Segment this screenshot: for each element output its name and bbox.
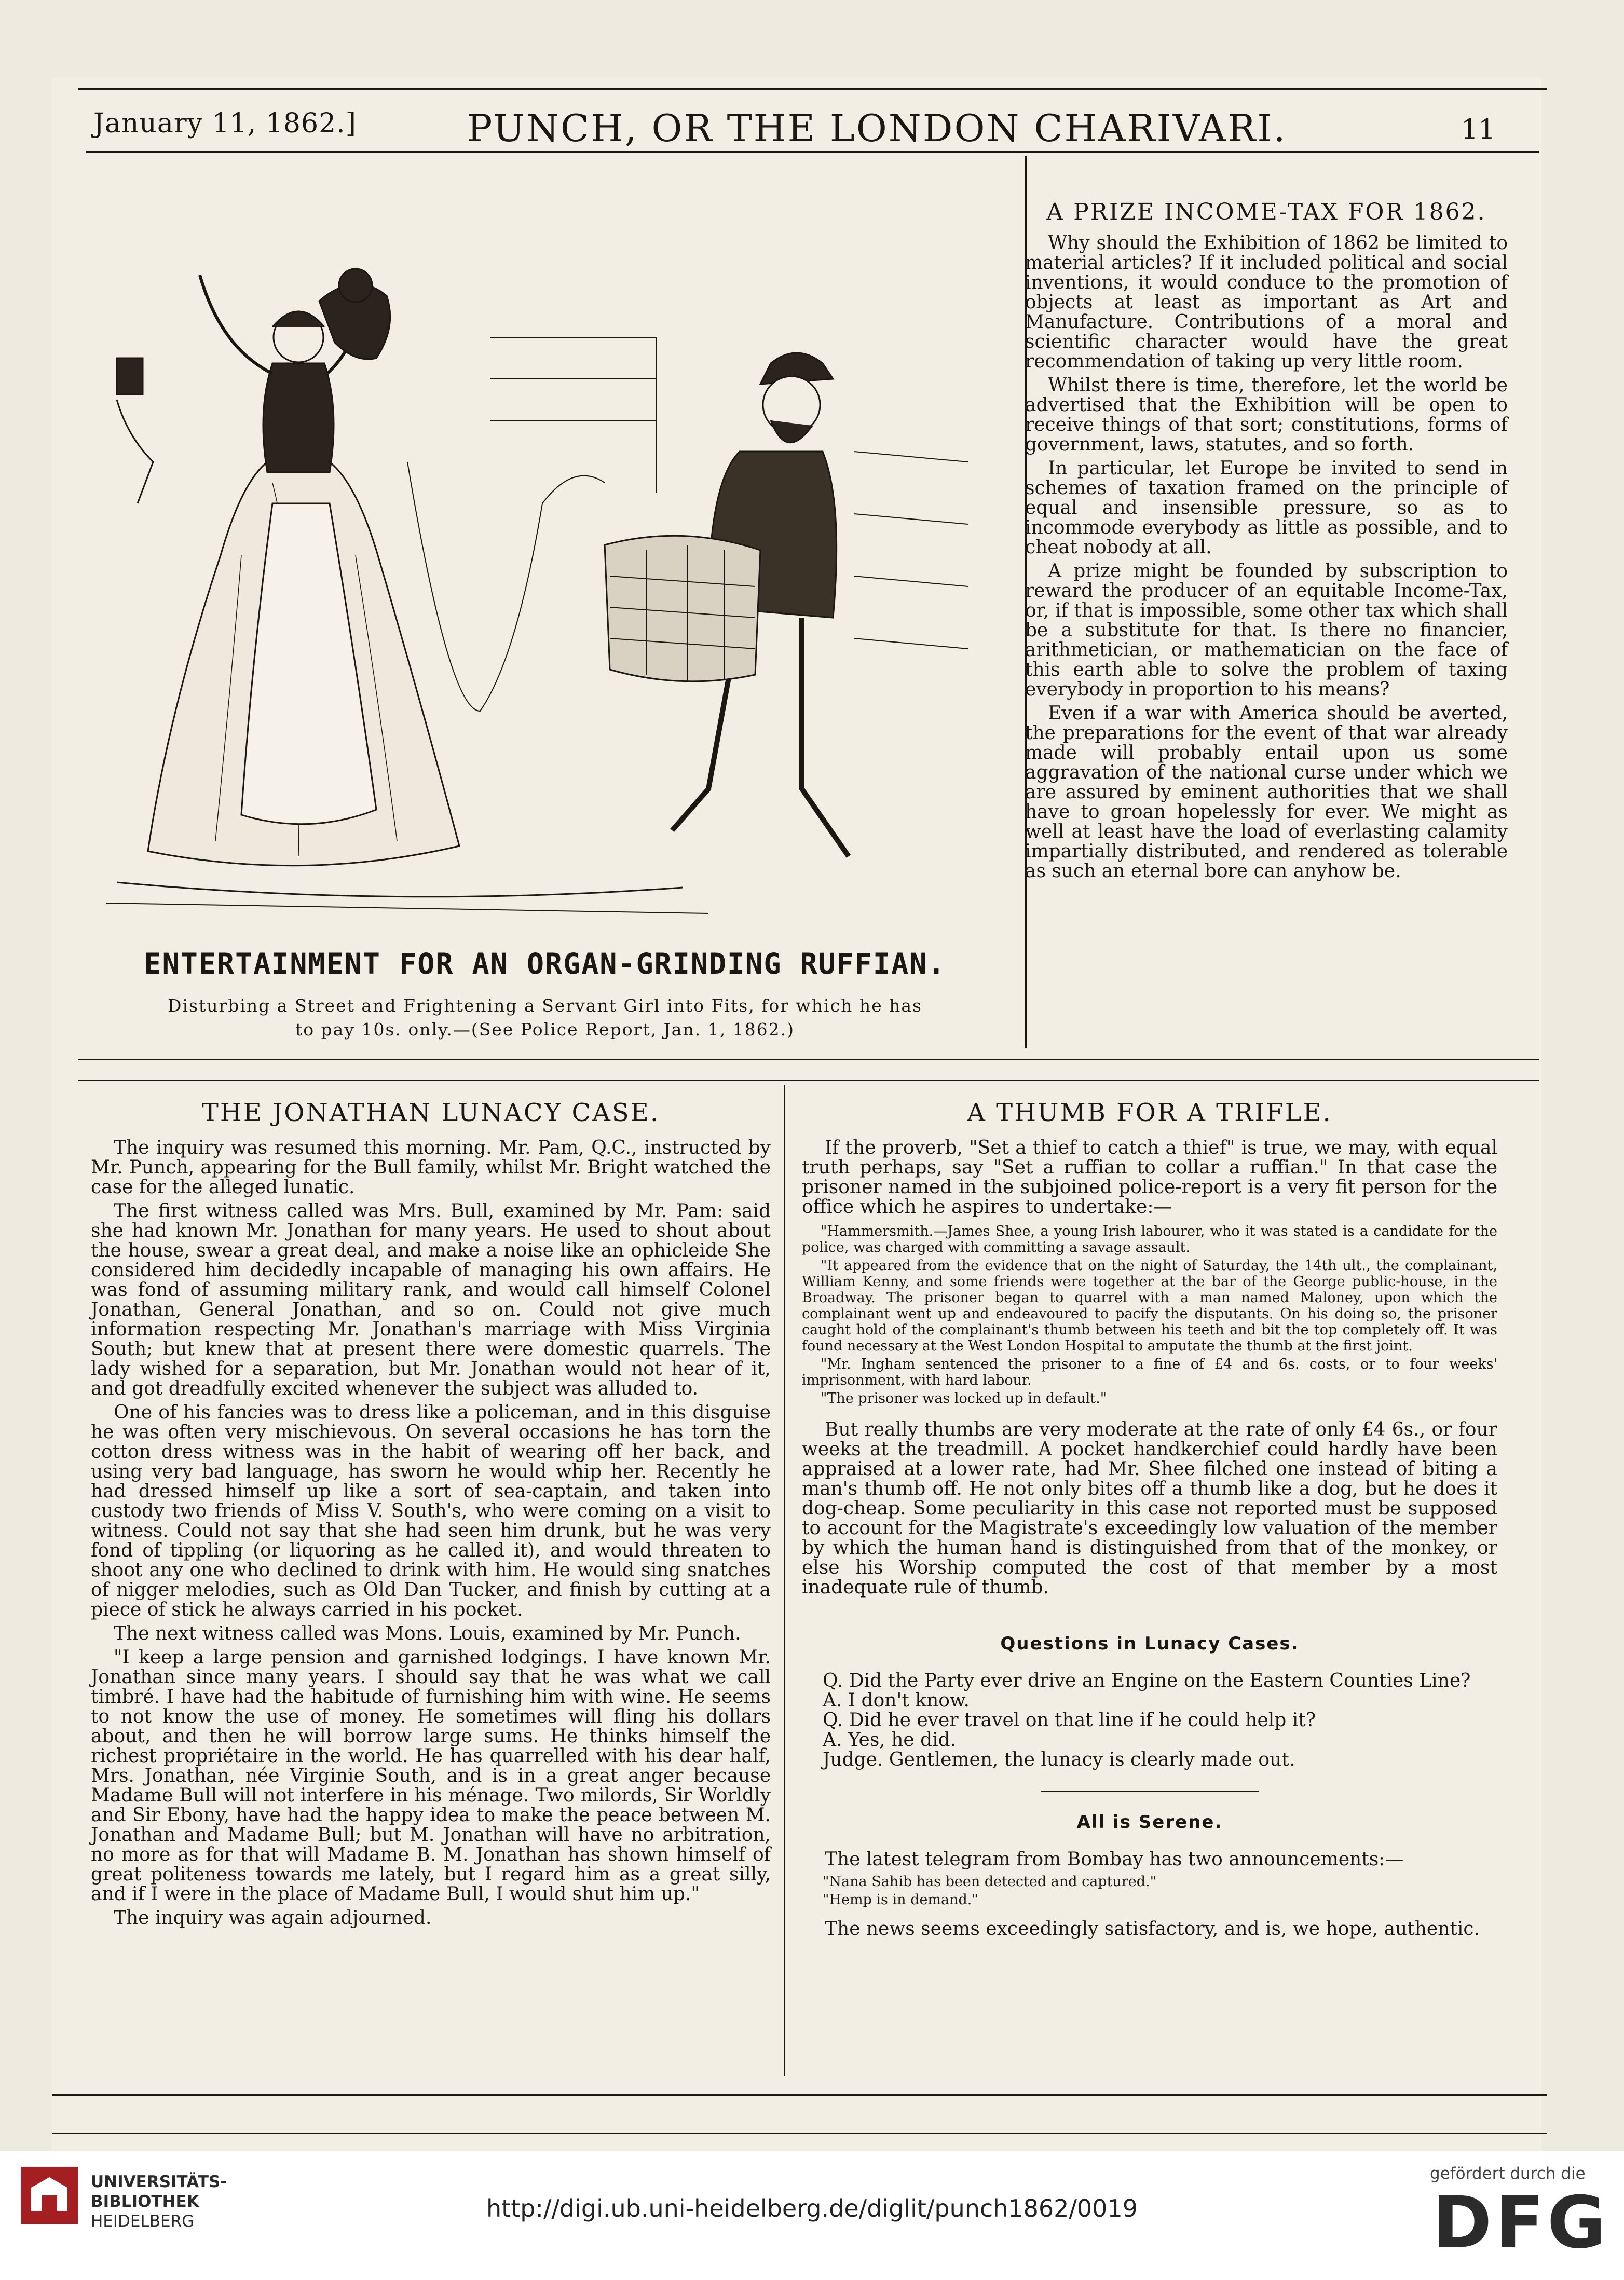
telegram-quote <box>802 1874 1497 1908</box>
lunacy-paragraph: One of his fancies was to dress like a policeman, and in this disguise he was often very mischievous. On several occasions he has torn the cotton dress witness was in the habit of wearing off her back, and using very bad language, has sworn he would whip her. Recently he had dressed himself up like a sort of sea-captain, and taken into custody two friends of Miss V. South's, who were coming on a visit to witness. Could not say that she had seen him drunk, but he was very fond of tippling (or liquoring as he called it), and would threaten to shoot any one who declined to drink with him. He would sing snatches of nigger melodies, such as Old Dan Tucker, and finish by cutting at a piece of stick he always carried in his pocket. <box>91 1402 771 1620</box>
lunacy-paragraph: The first witness called was Mrs. Bull, examined by Mr. Pam: said she had known Mr. Jonathan for many years. He used to shout about the house, swear a great deal, and make a noise like an ophicleide She considered him decidedly incapable of managing his own affairs. He was fond of assuming military rank, and would call himself Colonel Jonathan, General Jonathan, and so on. Could not give much information respecting Mr. Jonathan's marriage with Miss Virginia South; but knew that at present there were domestic quarrels. The lady wished for a separation, but Mr. Jonathan would not hear of it, and got dreadfully excited whenever the subject was alluded to. <box>91 1200 771 1399</box>
qa-line: A. I don't know. <box>823 1690 970 1711</box>
thumb-article <box>802 1098 1497 1943</box>
income-tax-paragraph: Whilst there is time, therefore, let the world be advertised that the Exhibition will be open to receive things of that sort; constitutions, forms of government, laws, statutes, and so forth. <box>1025 375 1508 455</box>
thumb-body: But really thumbs are very moderate at the rate of only £4 6s., or four weeks at the treadmill. A pocket handkerchief could hardly have been appraised at a lower rate, had Mr. Shee filched one instead of biting a man's thumb off. He not only bites off a thumb like a dog, but he does it dog-cheap. Some peculiarity in this case not reported must be supposed to account for the Magistrate's exceedingly low valuation of the member by which the human hand is distinguished from that of the monkey, or else his Worship computed the cost of that member by a most inadequate rule of thumb. <box>802 1419 1497 1598</box>
income-tax-paragraph: Even if a war with America should be averted, the preparations for the event of that war already made will probably entail upon us some aggravation of the national curse under which we are assured by eminent authorities that we shall have to groan hopelessly for ever. We might as well at least have the load of everlasting calamity impartially distributed, and rendered as tolerable as such an eternal bore can anyhow be. <box>1025 703 1508 882</box>
quote-paragraph: "Mr. Ingham sentenced the prisoner to a fine of £4 and 6s. costs, or to four weeks' imprisonment, with hard labour. <box>802 1356 1497 1388</box>
thumb-heading: A THUMB FOR A TRIFLE. <box>967 1098 1332 1127</box>
illustration-subtitle-line-2: to pay 10s. only.—(See Police Report, Jan. 1, 1862.) <box>295 1019 795 1040</box>
questions-list <box>802 1671 1497 1770</box>
income-tax-article <box>1025 199 1508 885</box>
police-report-quote <box>802 1223 1497 1407</box>
column-divider-bottom <box>784 1085 785 2076</box>
bottom-rule-2 <box>52 2133 1547 2134</box>
thumb-intro: If the proverb, "Set a thief to catch a thief" is true, we may, with equal truth perhaps, say "Set a ruffian to collar a ruffian." In that case the prisoner named in the subjoined police-report is a very fit person for the office which he aspires to undertake:— <box>802 1137 1497 1218</box>
income-tax-paragraph: A prize might be founded by subscription to reward the producer of an equitable Income-Tax, or, if that is impossible, some other tax which shall be a substitute for that. Is there no financier, arithmetician, or mathematician on the face of this earth able to solve the problem of taxing everybody in proportion to his means? <box>1025 561 1508 700</box>
library-name-line-1: UNIVERSITÄTS- <box>91 2173 227 2191</box>
income-tax-paragraph: In particular, let Europe be invited to send in schemes of taxation framed on the principle of equal and insensible pressure, so as to incommode everybody as little as possible, and to cheat nobody at all. <box>1025 458 1508 558</box>
telegram-line: "Hemp is in demand." <box>823 1892 978 1908</box>
lunacy-paragraph: The next witness called was Mons. Louis, examined by Mr. Punch. <box>114 1623 741 1644</box>
library-name-line-3: HEIDELBERG <box>91 2212 195 2231</box>
top-border-rule <box>78 88 1547 90</box>
quote-paragraph: "It appeared from the evidence that on the night of Saturday, the 14th ult., the complainant, William Kenny, and some friends were together at the bar of the George public-house, in the Broadway. The prisoner began to quarrel with a man named Maloney, upon which the complainant went up and endeavoured to pacify the disputants. On his doing so, the prisoner caught hold of the complainant's thumb between his teeth and bit the top completely off. It was found necessary at the West London Hospital to amputate the thumb at the first joint. <box>802 1258 1497 1354</box>
page-number: 11 <box>1461 114 1496 145</box>
lunacy-article <box>91 1098 771 1932</box>
section-rule-double <box>78 1080 1539 1081</box>
illustration-subtitle-line-1: Disturbing a Street and Frightening a Servant Girl into Fits, for which he has <box>168 995 922 1016</box>
qa-line: Q. Did the Party ever drive an Engine on the Eastern Counties Line? <box>823 1670 1471 1691</box>
quote-paragraph: "Hammersmith.—James Shee, a young Irish labourer, who it was stated is a candidate for the police, was charged with committing a savage assault. <box>802 1223 1497 1255</box>
serene-heading: All is Serene. <box>1076 1812 1223 1833</box>
funder-label: gefördert durch die <box>1430 2164 1586 2183</box>
lunacy-paragraph: "I keep a large pension and garnished lodgings. I have known Mr. Jonathan since many years. I should say that he was what we call timbré. I have had the habitude of furnishing him with wine. He seems to not know the use of money. He sometimes will fling his dollars about, and then he will borrow large sums. He thinks himself the richest propriétaire in the world. He has quarrelled with his dear half, Mrs. Jonathan, née Virginie South, and is in a great anger because Madame Bull will not interfere in his ménage. Two milords, Sir Worldly and Sir Ebony, have had the happy idea to make the peace between M. Jonathan and Madame Bull; but M. Jonathan will have no arbitration, no more as for that will Madame B. M. Jonathan has shown himself of great politeness towards me lately, but I regard him as a great silly, and if I were in the place of Madame Bull, I would shut him up." <box>91 1647 771 1905</box>
lunacy-heading: THE JONATHAN LUNACY CASE. <box>201 1098 660 1127</box>
qa-line: Judge. Gentlemen, the lunacy is clearly made out. <box>823 1749 1295 1770</box>
lunacy-paragraph: The inquiry was again adjourned. <box>114 1907 432 1929</box>
short-rule <box>1041 1791 1259 1792</box>
quote-paragraph: "The prisoner was locked up in default." <box>821 1390 1107 1407</box>
header-rule <box>86 151 1539 153</box>
telegram-line: "Nana Sahib has been detected and captured." <box>823 1874 1157 1890</box>
serene-intro: The latest telegram from Bombay has two announcements:— <box>825 1849 1404 1870</box>
section-rule <box>78 1059 1539 1060</box>
lunacy-paragraph: The inquiry was resumed this morning. Mr. Pam, Q.C., instructed by Mr. Punch, appearing for the Bull family, whilst Mr. Bright watched the case for the alleged lunatic. <box>91 1137 771 1198</box>
income-tax-heading: A PRIZE INCOME-TAX FOR 1862. <box>1046 199 1486 225</box>
income-tax-paragraph: Why should the Exhibition of 1862 be limited to material articles? If it included political and social inventions, it would conduce to the promotion of objects at least as important as Art and Manufacture. Contributions of a moral and scientific character would have the great recommendation of taking up very little room. <box>1025 233 1508 372</box>
library-name-line-2: BIBLIOTHEK <box>91 2192 199 2211</box>
illustration-title: ENTERTAINMENT FOR AN ORGAN-GRINDING RUFFIAN. <box>144 947 946 980</box>
masthead-title: PUNCH, OR THE LONDON CHARIVARI. <box>467 106 1287 150</box>
illustration-subtitle <box>88 994 1002 1042</box>
qa-line: A. Yes, he did. <box>823 1729 957 1751</box>
bottom-rule <box>52 2094 1547 2096</box>
questions-heading: Questions in Lunacy Cases. <box>1000 1633 1299 1654</box>
dfg-logo: DFG <box>1432 2181 1609 2264</box>
source-url[interactable]: http://digi.ub.uni-heidelberg.de/diglit/punch1862/0019 <box>486 2194 1138 2222</box>
issue-date: January 11, 1862.] <box>93 108 357 139</box>
serene-closing: The news seems exceedingly satisfactory, and is, we hope, authentic. <box>825 1918 1480 1940</box>
organ-grinder-illustration <box>86 192 994 929</box>
qa-line: Q. Did he ever travel on that line if he could help it? <box>823 1710 1316 1731</box>
